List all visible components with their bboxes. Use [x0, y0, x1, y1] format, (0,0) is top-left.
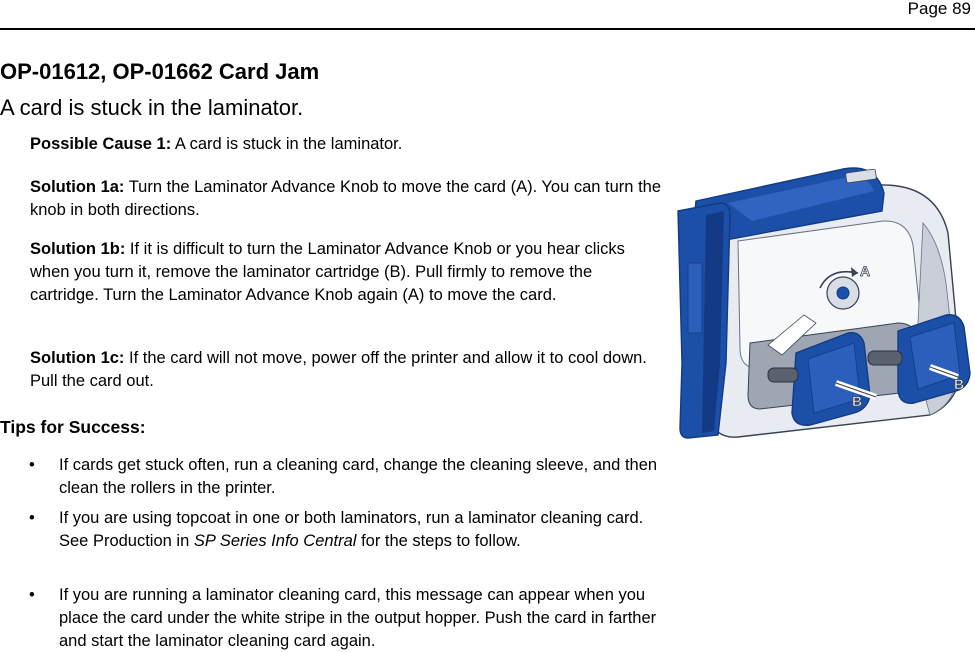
solution-1b-text: If it is difficult to turn the Laminator Advance Knob or you hear clicks when you turn it, remove the laminator cartridge (B). Pull firmly to remove the cartridge. Turn the Laminator Advance Knob again (A) to move the card.: [30, 240, 625, 304]
header-rule: [0, 28, 975, 30]
cartridge-left-roller: [768, 368, 798, 382]
possible-cause: [30, 133, 662, 156]
solution-1c-text: If the card will not move, power off the printer and allow it to cool down. Pull the card out.: [30, 349, 647, 390]
solution-1b: [30, 238, 662, 307]
callout-b-right: B: [954, 376, 965, 392]
tip-2-text: If you are using topcoat in one or both laminators, run a laminator cleaning card. See Production in: [59, 509, 644, 550]
printer-laminator-illustration: [668, 163, 971, 439]
possible-cause-label: Possible Cause 1:: [30, 135, 172, 153]
bullet-glyph: •: [29, 509, 35, 527]
tip-2-text-end: for the steps to follow.: [356, 532, 521, 550]
page-subtitle: A card is stuck in the laminator.: [0, 95, 304, 120]
solution-1a-label: Solution 1a:: [30, 178, 125, 196]
solution-1a: [30, 176, 662, 222]
possible-cause-text: A card is stuck in the laminator.: [171, 135, 403, 153]
callout-a: A: [860, 263, 871, 279]
knob-hub: [837, 287, 849, 299]
solution-1a-text: Turn the Laminator Advance Knob to move the card (A). You can turn the knob in both directions.: [30, 178, 662, 219]
solution-1c-label: Solution 1c:: [30, 349, 125, 367]
solution-1b-label: Solution 1b:: [30, 240, 126, 258]
hopper-window: [688, 263, 702, 333]
tip-3: If you are running a laminator cleaning card, this message can appear when you place the card under the white stripe in the output hopper. Push the card in farther and start the laminator cleaning card again.: [59, 586, 657, 650]
info-central-reference: SP Series Info Central: [193, 532, 357, 550]
callout-b-left: B: [852, 393, 863, 409]
cartridge-right-roller: [868, 351, 902, 365]
solution-1c: [30, 347, 662, 393]
tip-2: [59, 507, 659, 553]
bullet-glyph: •: [29, 456, 35, 474]
page-number: Page 89: [907, 0, 971, 18]
bullet-glyph: •: [29, 586, 35, 604]
page-title: OP-01612, OP-01662 Card Jam: [0, 59, 320, 84]
tip-1: If cards get stuck often, run a cleaning card, change the cleaning sleeve, and then clean the rollers in the printer.: [59, 456, 658, 497]
tips-heading: Tips for Success:: [0, 417, 146, 437]
